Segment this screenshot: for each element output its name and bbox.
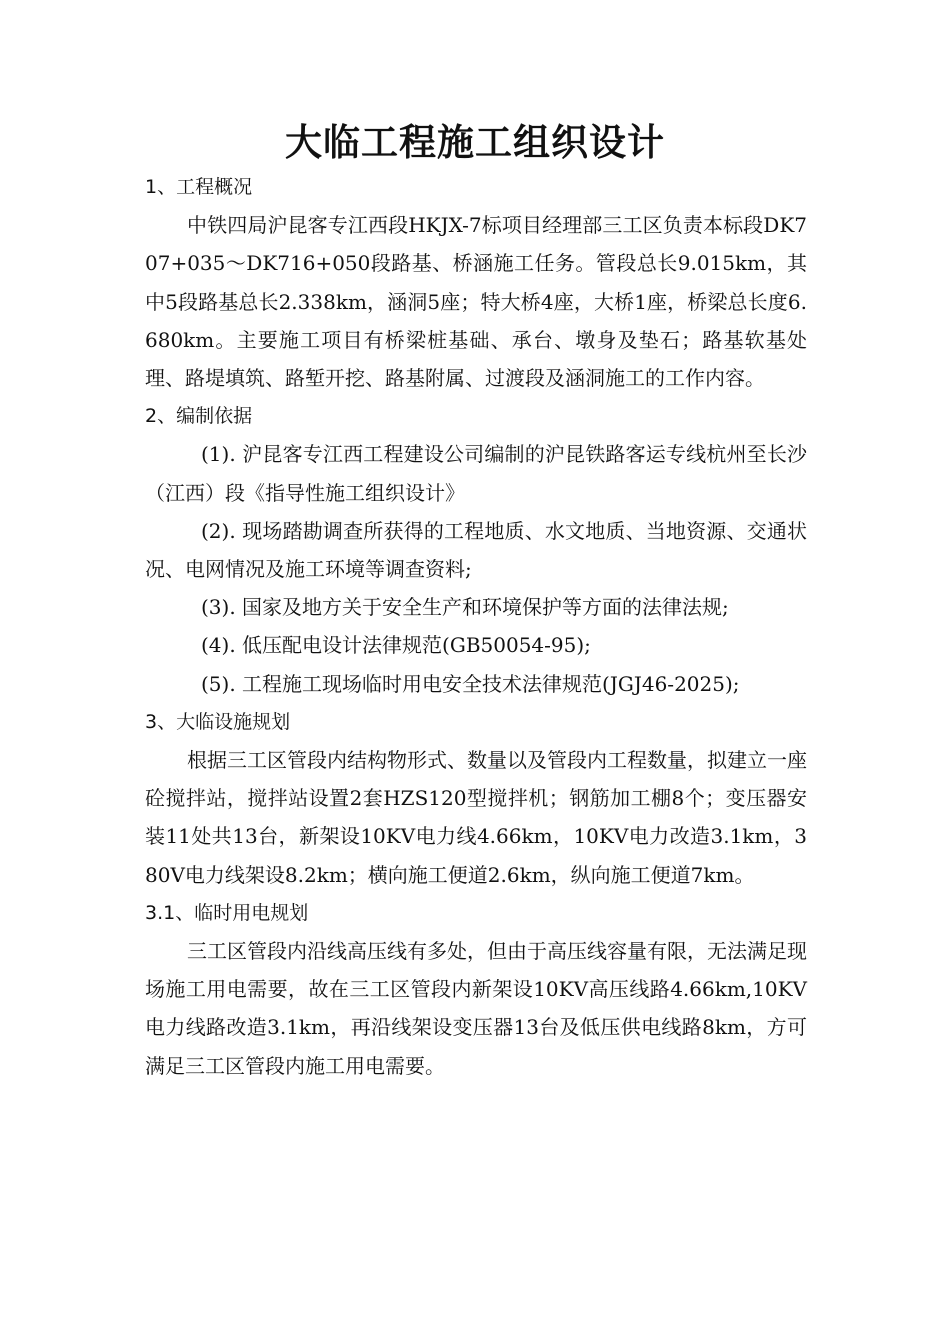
basis-item-2: (2). 现场踏勘调查所获得的工程地质、水文地质、当地资源、交通状况、电网情况及施工环境等调查资料; [145,518,807,582]
power-paragraph: 三工区管段内沿线高压线有多处，但由于高压线容量有限，无法满足现场施工用电需要，故在三工区管段内新架设10KV高压线路4.66km,10KV电力线路改造3.1km，再沿线架设变压器13台及低压供电线路8km，方可满足三工区管段内施工用电需要。 [145,939,807,1078]
section-heading-power: 3.1、临时用电规划 [145,901,309,924]
facilities-paragraph: 根据三工区管段内结构物形式、数量以及管段内工程数量，拟建立一座砼搅拌站，搅拌站设置2套HZS120型搅拌机；钢筋加工棚8个；变压器安装11处共13台，新架设10KV电力线4.66km，10KV电力改造3.1km，380V电力线架设8.2km；横向施工便道2.6km，纵向施工便道7km。 [145,748,807,887]
section-heading-overview: 1、工程概况 [145,176,253,198]
section-heading-facilities: 3、大临设施规划 [145,710,291,733]
basis-item-5: (5). 工程施工现场临时用电安全技术法律规范(JGJ46-2025); [201,671,740,696]
basis-item-1: (1). 沪昆客专江西工程建设公司编制的沪昆铁路客运专线杭州至长沙（江西）段《指导性施工组织设计》 [145,442,807,505]
basis-item-4: (4). 低压配电设计法律规范(GB50054-95); [201,633,591,658]
basis-item-3: (3). 国家及地方关于安全生产和环境保护等方面的法律法规; [201,595,729,620]
document-title: 大临工程施工组织设计 [285,121,665,164]
document-body [145,168,807,1085]
section-heading-basis: 2、编制依据 [145,405,253,428]
overview-paragraph: 中铁四局沪昆客专江西段HKJX-7标项目经理部三工区负责本标段DK707+035～DK716+050段路基、桥涵施工任务。管段总长9.015km，其中5段路基总长2.338km，涵洞5座；特大桥4座，大桥1座，桥梁总长度6.680km。主要施工项目有桥梁桩基础、承台、墩身及垫石；路基软基处理、路堤填筑、路堑开挖、路基附属、过渡段及涵洞施工的工作内容。 [145,213,807,391]
